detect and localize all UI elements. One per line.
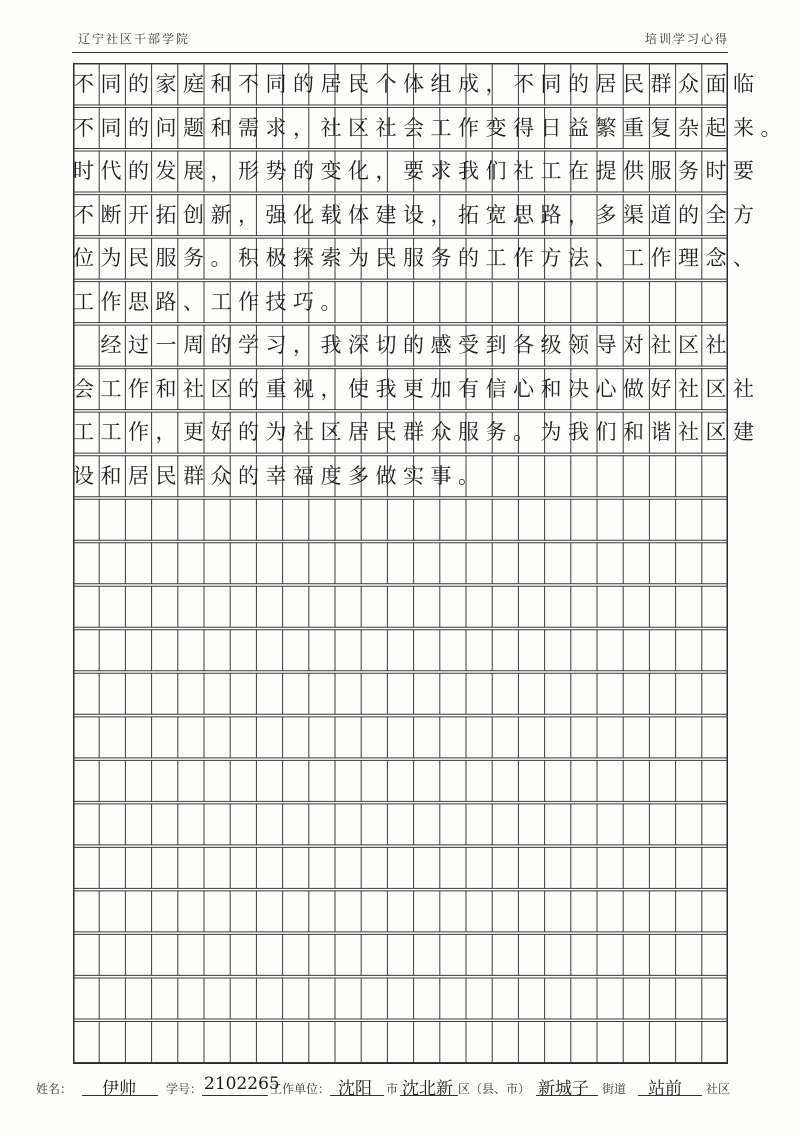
institution-name: 辽宁社区干部学院: [78, 32, 191, 46]
unit-label: 工作单位：: [270, 1082, 331, 1096]
city-suffix: 市: [386, 1082, 399, 1096]
street-value: 新城子: [538, 1079, 589, 1099]
text-line-5: 位为民服务。积极探索为民服务的工作方法、工作理念、: [73, 246, 761, 270]
district-value: 沈北新: [402, 1079, 453, 1099]
name-underline: [82, 1095, 158, 1096]
text-line-3: 时代的发展，形势的变化，要求我们社工在提供服务时要: [73, 159, 761, 183]
text-line-6: 工作思路、工作技巧。: [73, 289, 348, 314]
name-label: 姓名：: [36, 1082, 73, 1096]
district-suffix: 区（县、市）: [458, 1082, 531, 1096]
text-line-1: 不同的家庭和不同的居民个体组成，不同的居民群众面临: [73, 72, 761, 96]
id-label: 学号：: [166, 1082, 203, 1096]
id-value: 2102265: [204, 1074, 280, 1094]
district-underline: [400, 1095, 458, 1096]
signature-footer: [36, 1074, 756, 1102]
city-underline: [330, 1095, 384, 1096]
text-line-7: 经过一周的学习，我深切的感受到各级领导对社区社: [73, 333, 733, 357]
text-line-10: 设和居民群众的幸福度多做实事。: [73, 463, 486, 488]
text-line-2: 不同的问题和需求，社区社会工作变得日益繁重复杂起来。: [73, 115, 788, 140]
text-line-8: 会工作和社区的重视，使我更加有信心和决心做好社区社: [73, 376, 761, 401]
name-value: 伊帅: [102, 1079, 136, 1099]
text-line-4: 不断开拓创新，强化载体建设，拓宽思路，多渠道的全方: [73, 202, 761, 227]
text-line-9: 工工作，更好的为社区居民群众服务。为我们和谐社区建: [73, 420, 761, 444]
community-underline: [638, 1095, 702, 1096]
street-underline: [536, 1095, 598, 1096]
community-value: 站前: [648, 1079, 682, 1099]
street-suffix: 街道: [602, 1082, 627, 1096]
writing-grid: [73, 63, 788, 1064]
city-value: 沈阳: [338, 1079, 372, 1099]
id-underline: [202, 1095, 268, 1096]
header-rule: [72, 52, 728, 53]
community-suffix: 社区: [706, 1082, 731, 1096]
document-title: 培训学习心得: [644, 32, 729, 46]
